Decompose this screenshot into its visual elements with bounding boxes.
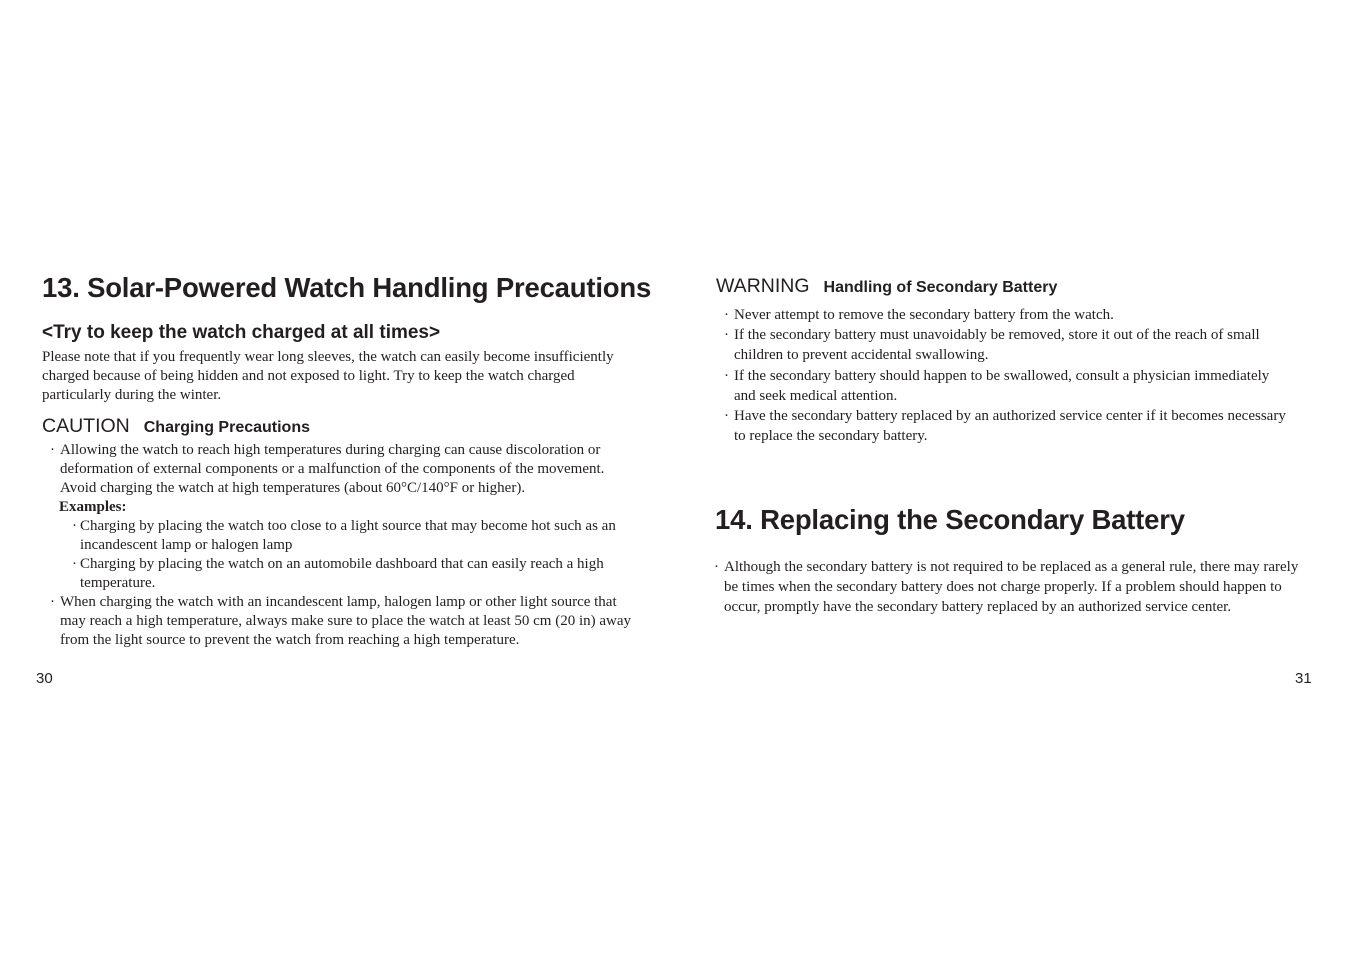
caution-note: Avoid charging the watch at high temperatures (about 60°C/140°F or higher).: [60, 480, 526, 496]
caution-bullet-2: · When charging the watch with an incandescent lamp, halogen lamp or other light source that may reach a high temperature, always make sure to place the watch at least 50 cm (20 in) away from the light source to prevent the watch from reaching a high temperature.: [42, 593, 642, 650]
warning-bullet: · If the secondary battery should happen to be swallowed, consult a physician immediately and seek medical attention.: [716, 366, 1291, 406]
warning-heading: [716, 275, 1057, 298]
replacement-bullet: · Although the secondary battery is not required to be replaced as a general rule, there may rarely be times when the secondary battery does not charge properly. If a problem should happen to occur, promptly have the secondary battery replaced by an authorized service center.: [706, 557, 1311, 618]
charge-subtitle: <Try to keep the watch charged at all times>: [42, 322, 441, 343]
right-page: [676, 0, 1351, 954]
page-number: 31: [1295, 670, 1312, 687]
example-item: · Charging by placing the watch too close to a light source that may become hot such as an incandescent lamp or halogen lamp: [62, 517, 642, 555]
warning-label: Handling of Secondary Battery: [823, 279, 1058, 296]
example-item: · Charging by placing the watch on an automobile dashboard that can easily reach a high temperature.: [62, 555, 642, 593]
warning-list: [716, 305, 1291, 446]
section-13-title: 13. Solar-Powered Watch Handling Precautions: [42, 272, 652, 303]
examples-label: Examples:: [59, 499, 127, 515]
section-14-title: 14. Replacing the Secondary Battery: [715, 504, 1185, 535]
caution-label: Charging Precautions: [143, 419, 310, 436]
examples-list: [42, 517, 642, 593]
page-number: 30: [36, 670, 53, 687]
caution-heading: [42, 415, 310, 438]
caution-body: [42, 441, 642, 650]
warning-bullet: · Have the secondary battery replaced by an authorized service center if it becomes necessary to replace the secondary battery.: [716, 406, 1291, 446]
warning-word: WARNING: [716, 275, 810, 297]
intro-paragraph: Please note that if you frequently wear long sleeves, the watch can easily become insufficiently charged because of being hidden and not exposed to light. Try to keep the watch charged particularly during the winter.: [42, 349, 614, 403]
caution-list-2: [42, 593, 642, 650]
caution-word: CAUTION: [42, 415, 130, 437]
warning-bullet: · If the secondary battery must unavoidably be removed, store it out of the reach of small children to prevent accidental swallowing.: [716, 325, 1291, 365]
caution-list: [42, 441, 642, 479]
replacement-list: [706, 557, 1311, 618]
caution-bullet-1-text: Allowing the watch to reach high temperatures during charging can cause discoloration or deformation of external components or a malfunction of the components of the movement.: [60, 442, 605, 477]
warning-bullet: · Never attempt to remove the secondary battery from the watch.: [716, 305, 1291, 325]
caution-bullet-1: [42, 441, 642, 479]
